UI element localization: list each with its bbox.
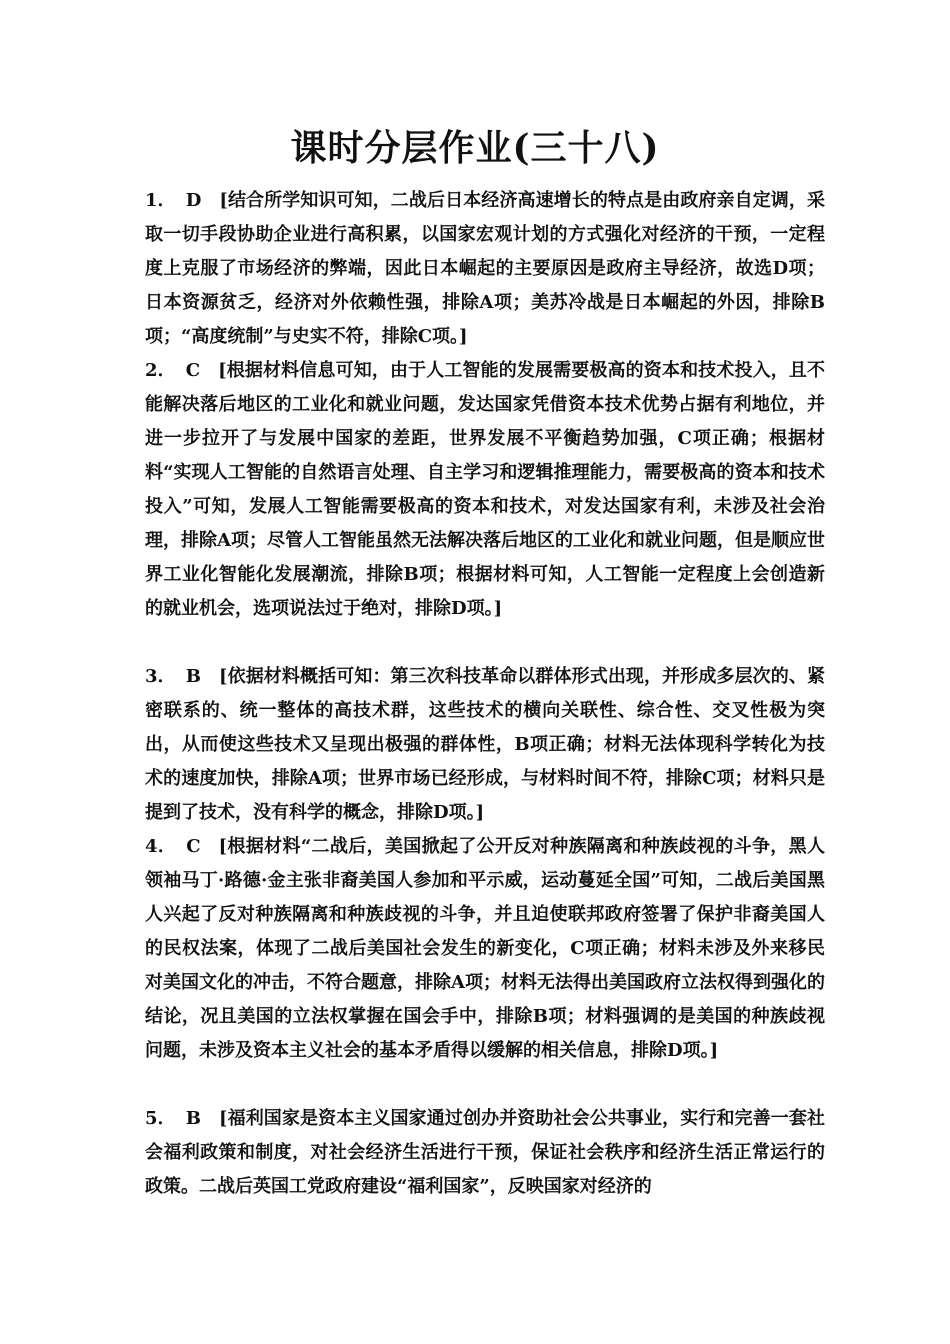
answer-letter: B xyxy=(185,1108,201,1129)
page-title: 课时分层作业(三十八) xyxy=(290,127,660,169)
answer-letter: B xyxy=(185,666,201,687)
answer-number: 2． xyxy=(145,360,176,381)
answer-item-2 xyxy=(145,354,825,626)
answer-number: 3． xyxy=(145,666,176,687)
answer-explanation: [依据材料概括可知：第三次科技革命以群体形式出现，并形成多层次的、紧密联系的、统一整体的高技术群，这些技术的横向关联性、综合性、交叉性极为突出，从而使这些技术又呈现出极强的群体性，B项正确；材料无法体现科学转化为技术的速度加快，排除A项；世界市场已经形成，与材料时间不符，排除C项；材料只是提到了技术，没有科学的概念，排除D项。] xyxy=(145,666,826,823)
answer-explanation: [根据材料“二战后，美国掀起了公开反对种族隔离和种族歧视的斗争，黑人领袖马丁·路德·金主张非裔美国人参加和平示威，运动蔓延全国”可知，二战后美国黑人兴起了反对种族隔离和种族歧视的斗争，并且迫使联邦政府签署了保护非裔美国人的民权法案，体现了二战后美国社会发生的新变化，C项正确；材料未涉及外来移民对美国文化的冲击，不符合题意，排除A项；材料无法得出美国政府立法权得到强化的结论，况且美国的立法权掌握在国会手中，排除B项；材料强调的是美国的种族歧视问题，未涉及资本主义社会的基本矛盾得以缓解的相关信息，排除D项。] xyxy=(145,836,825,1061)
answer-number: 4． xyxy=(145,836,177,857)
answer-item-3 xyxy=(145,660,825,830)
answer-number: 1． xyxy=(145,190,176,211)
answer-item-1 xyxy=(145,184,825,354)
answer-letter: D xyxy=(185,190,202,211)
answer-explanation: [福利国家是资本主义国家通过创办并资助社会公共事业，实行和完善一套社会福利政策和制度，对社会经济生活进行干预，保证社会秩序和经济生活正常运行的政策。二战后英国工党政府建设“福利国家”，反映国家对经济的 xyxy=(145,1108,826,1197)
answer-item-4 xyxy=(145,830,825,1068)
answer-explanation: [根据材料信息可知，由于人工智能的发展需要极高的资本和技术投入，且不能解决落后地区的工业化和就业问题，发达国家凭借资本技术优势占据有利地位，并进一步拉开了与发展中国家的差距，世界发展不平衡趋势加强，C项正确；根据材料“实现人工智能的自然语言处理、自主学习和逻辑推理能力，需要极高的资本和技术投入”可知，发展人工智能需要极高的资本和技术，对发达国家有利，未涉及社会治理，排除A项；尽管人工智能虽然无法解决落后地区的工业化和就业问题，但是顺应世界工业化智能化发展潮流，排除B项；根据材料可知，人工智能一定程度上会创造新的就业机会，选项说法过于绝对，排除D项。] xyxy=(145,360,825,619)
answer-item-5 xyxy=(145,1102,825,1204)
answer-explanation: [结合所学知识可知，二战后日本经济高速增长的特点是由政府亲自定调，采取一切手段协助企业进行高积累，以国家宏观计划的方式强化对经济的干预，一定程度上克服了市场经济的弊端，因此日本崛起的主要原因是政府主导经济，故选D项；日本资源贫乏，经济对外依赖性强，排除A项；美苏冷战是日本崛起的外因，排除B项；“高度统制”与史实不符，排除C项。] xyxy=(145,190,825,347)
answer-letter: C xyxy=(186,836,201,857)
answer-number: 5． xyxy=(145,1108,176,1129)
answer-letter: C xyxy=(185,360,201,381)
